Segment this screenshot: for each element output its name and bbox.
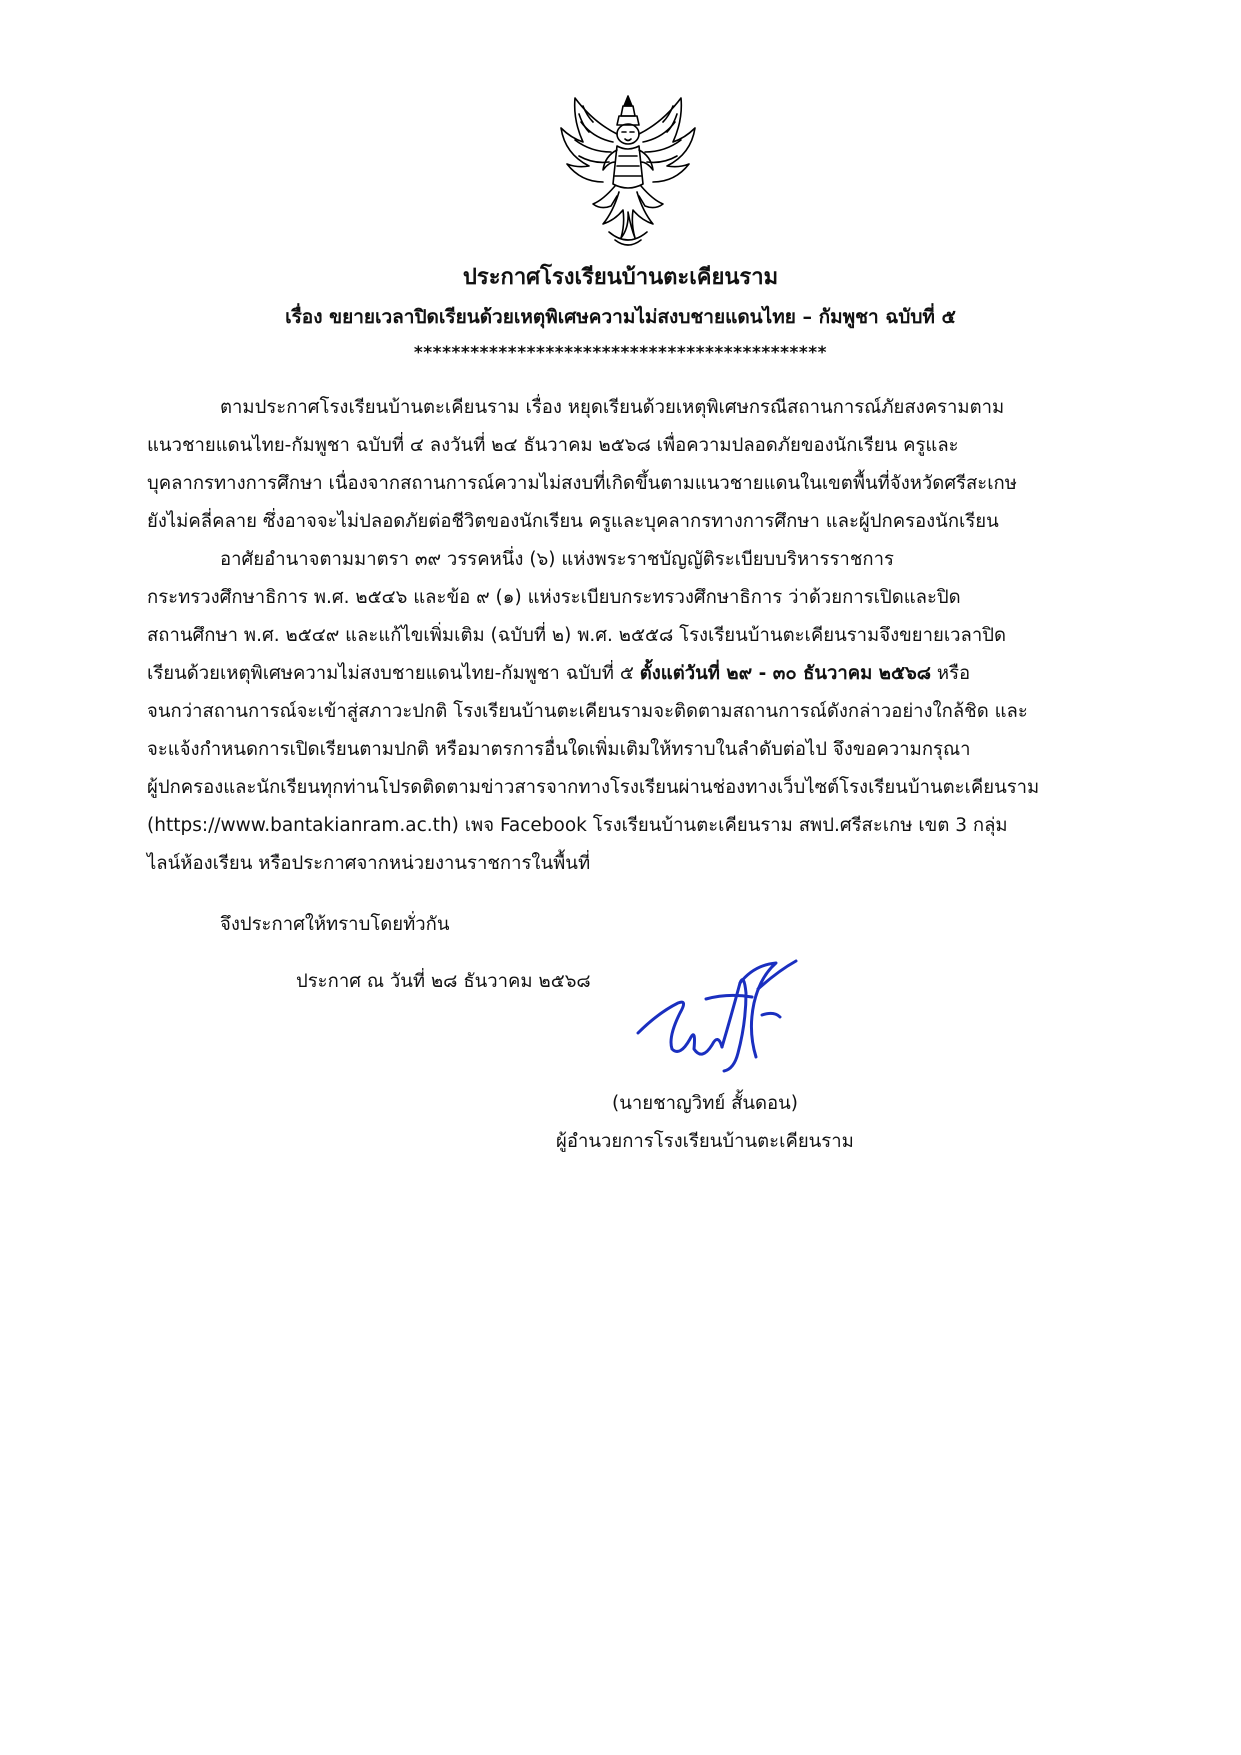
heading-separator: ******************************************** <box>413 343 828 363</box>
body-line-website: (https://www.bantakianram.ac.th) เพจ Facebook โรงเรียนบ้านตะเคียนราม สพป.ศรีสะเกษ เขต 3 กลุ่ม <box>147 815 1008 836</box>
body-line: ตามประกาศโรงเรียนบ้านตะเคียนราม เรื่อง หยุดเรียนด้วยเหตุพิเศษกรณีสถานการณ์ภัยสงครามตาม <box>220 397 1005 418</box>
body-line: จนกว่าสถานการณ์จะเข้าสู่สภาวะปกติ โรงเรียนบ้านตะเคียนรามจะติดตามสถานการณ์ดังกล่าวอย่างใกล้ชิด และ <box>147 701 1028 722</box>
handwritten-signature <box>628 953 860 1077</box>
body-line: ไลน์ห้องเรียน หรือประกาศจากหน่วยงานราชการในพื้นที่ <box>147 853 591 874</box>
body-line: จะแจ้งกำหนดการเปิดเรียนตามปกติ หรือมาตรการอื่นใดเพิ่มเติมให้ทราบในลำดับต่อไป จึงขอความกรุณา <box>147 739 971 760</box>
body-line: กระทรวงศึกษาธิการ พ.ศ. ๒๕๔๖ และข้อ ๙ (๑) แห่งระเบียบกระทรวงศึกษาธิการ ว่าด้วยการเปิดและปิด <box>147 587 961 608</box>
body-line: อาศัยอำนาจตามมาตรา ๓๙ วรรคหนึ่ง (๖) แห่งพระราชบัญญัติระเบียบบริหารราชการ <box>220 549 894 570</box>
announcement-date: ประกาศ ณ วันที่ ๒๘ ธันวาคม ๒๕๖๘ <box>296 971 591 992</box>
closure-dates: ตั้งแต่วันที่ ๒๙ - ๓๐ ธันวาคม ๒๕๖๘ <box>639 663 932 684</box>
body-line-closure-dates <box>147 662 970 686</box>
body-line: ยังไม่คลี่คลาย ซึ่งอาจจะไม่ปลอดภัยต่อชีวิตของนักเรียน ครูและบุคลากรทางการศึกษา และผู้ปกครองนักเรียน <box>147 511 999 532</box>
announcement-subject: เรื่อง ขยายเวลาปิดเรียนด้วยเหตุพิเศษความไม่สงบชายแดนไทย – กัมพูชา ฉบับที่ ๕ <box>285 306 956 328</box>
garuda-emblem-icon <box>553 92 703 252</box>
closure-text-end: หรือ <box>931 663 971 684</box>
body-line: ผู้ปกครองและนักเรียนทุกท่านโปรดติดตามข่าวสารจากทางโรงเรียนผ่านช่องทางเว็บไซต์โรงเรียนบ้านตะเคียนราม <box>147 777 1040 798</box>
closing-statement: จึงประกาศให้ทราบโดยทั่วกัน <box>220 914 450 935</box>
signatory-name: (นายชาญวิทย์ สั้นดอน) <box>612 1093 799 1114</box>
body-line: แนวชายแดนไทย-กัมพูชา ฉบับที่ ๔ ลงวันที่ ๒๔ ธันวาคม ๒๕๖๘ เพื่อความปลอดภัยของนักเรียน ครูและ <box>147 435 959 456</box>
body-line: สถานศึกษา พ.ศ. ๒๕๔๙ และแก้ไขเพิ่มเติม (ฉบับที่ ๒) พ.ศ. ๒๕๕๘ โรงเรียนบ้านตะเคียนรามจึงขยายเวลาปิด <box>147 625 1007 646</box>
announcement-title: ประกาศโรงเรียนบ้านตะเคียนราม <box>462 265 779 290</box>
closure-text: เรียนด้วยเหตุพิเศษความไม่สงบชายแดนไทย-กัมพูชา ฉบับที่ ๕ <box>147 663 640 684</box>
signatory-position: ผู้อำนวยการโรงเรียนบ้านตะเคียนราม <box>556 1131 854 1152</box>
body-line: บุคลากรทางการศึกษา เนื่องจากสถานการณ์ความไม่สงบที่เกิดขึ้นตามแนวชายแดนในเขตพื้นที่จังหวัดศรีสะเกษ <box>147 473 1017 494</box>
